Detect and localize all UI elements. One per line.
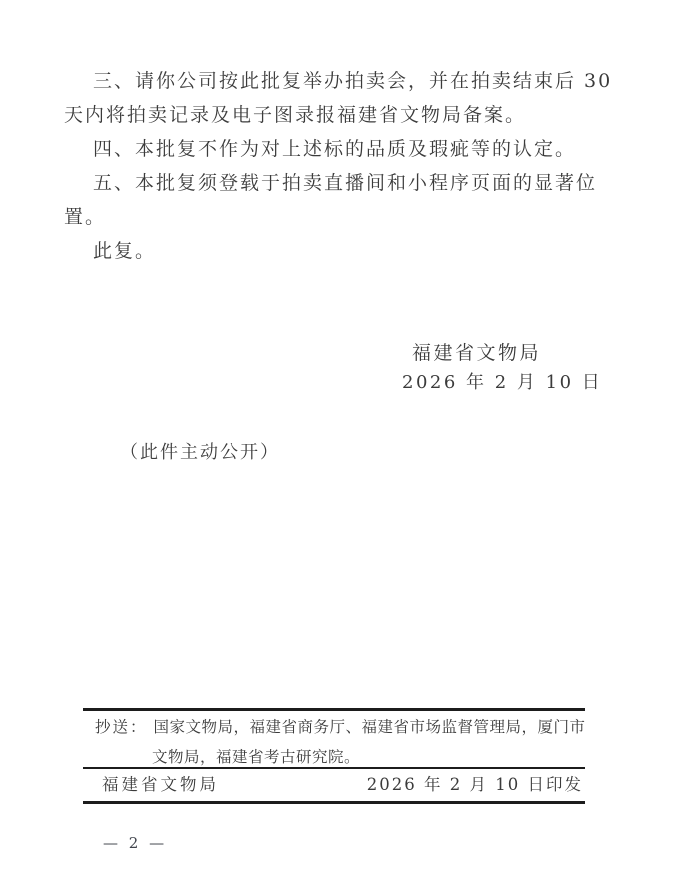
body-line-1: 三、请你公司按此批复举办拍卖会，并在拍卖结束后 30 [93,70,613,92]
body-line-3: 四、本批复不作为对上述标的品质及瑕疵等的认定。 [93,138,577,160]
imprint-divider-rule [83,767,585,769]
body-line-5: 置。 [64,206,107,228]
print-date: 2026 年 2 月 10 日印发 [366,775,583,794]
imprint-bottom-rule [83,801,585,804]
document-body [64,64,613,268]
cc-list-line2: 文物局，福建省考古研究院。 [152,748,361,766]
signer-org: 福建省文物局 [412,342,542,364]
issuing-org: 福建省文物局 [102,775,219,794]
body-line-2: 天内将拍卖记录及电子图录报福建省文物局备案。 [64,104,527,126]
body-line-closing: 此复。 [93,240,157,262]
signer-date: 2026 年 2 月 10 日 [402,372,603,393]
cc-line [95,716,586,738]
cc-list-line1: 国家文物局，福建省商务厅、福建省市场监督管理局，厦门市 [153,718,586,736]
cc-label: 抄送： [95,718,148,736]
disclosure-note: （此件主动公开） [120,442,280,463]
imprint-top-rule [83,708,585,711]
page-number: — 2 — [103,834,168,852]
body-line-4: 五、本批复须登载于拍卖直播间和小程序页面的显著位 [93,172,598,194]
